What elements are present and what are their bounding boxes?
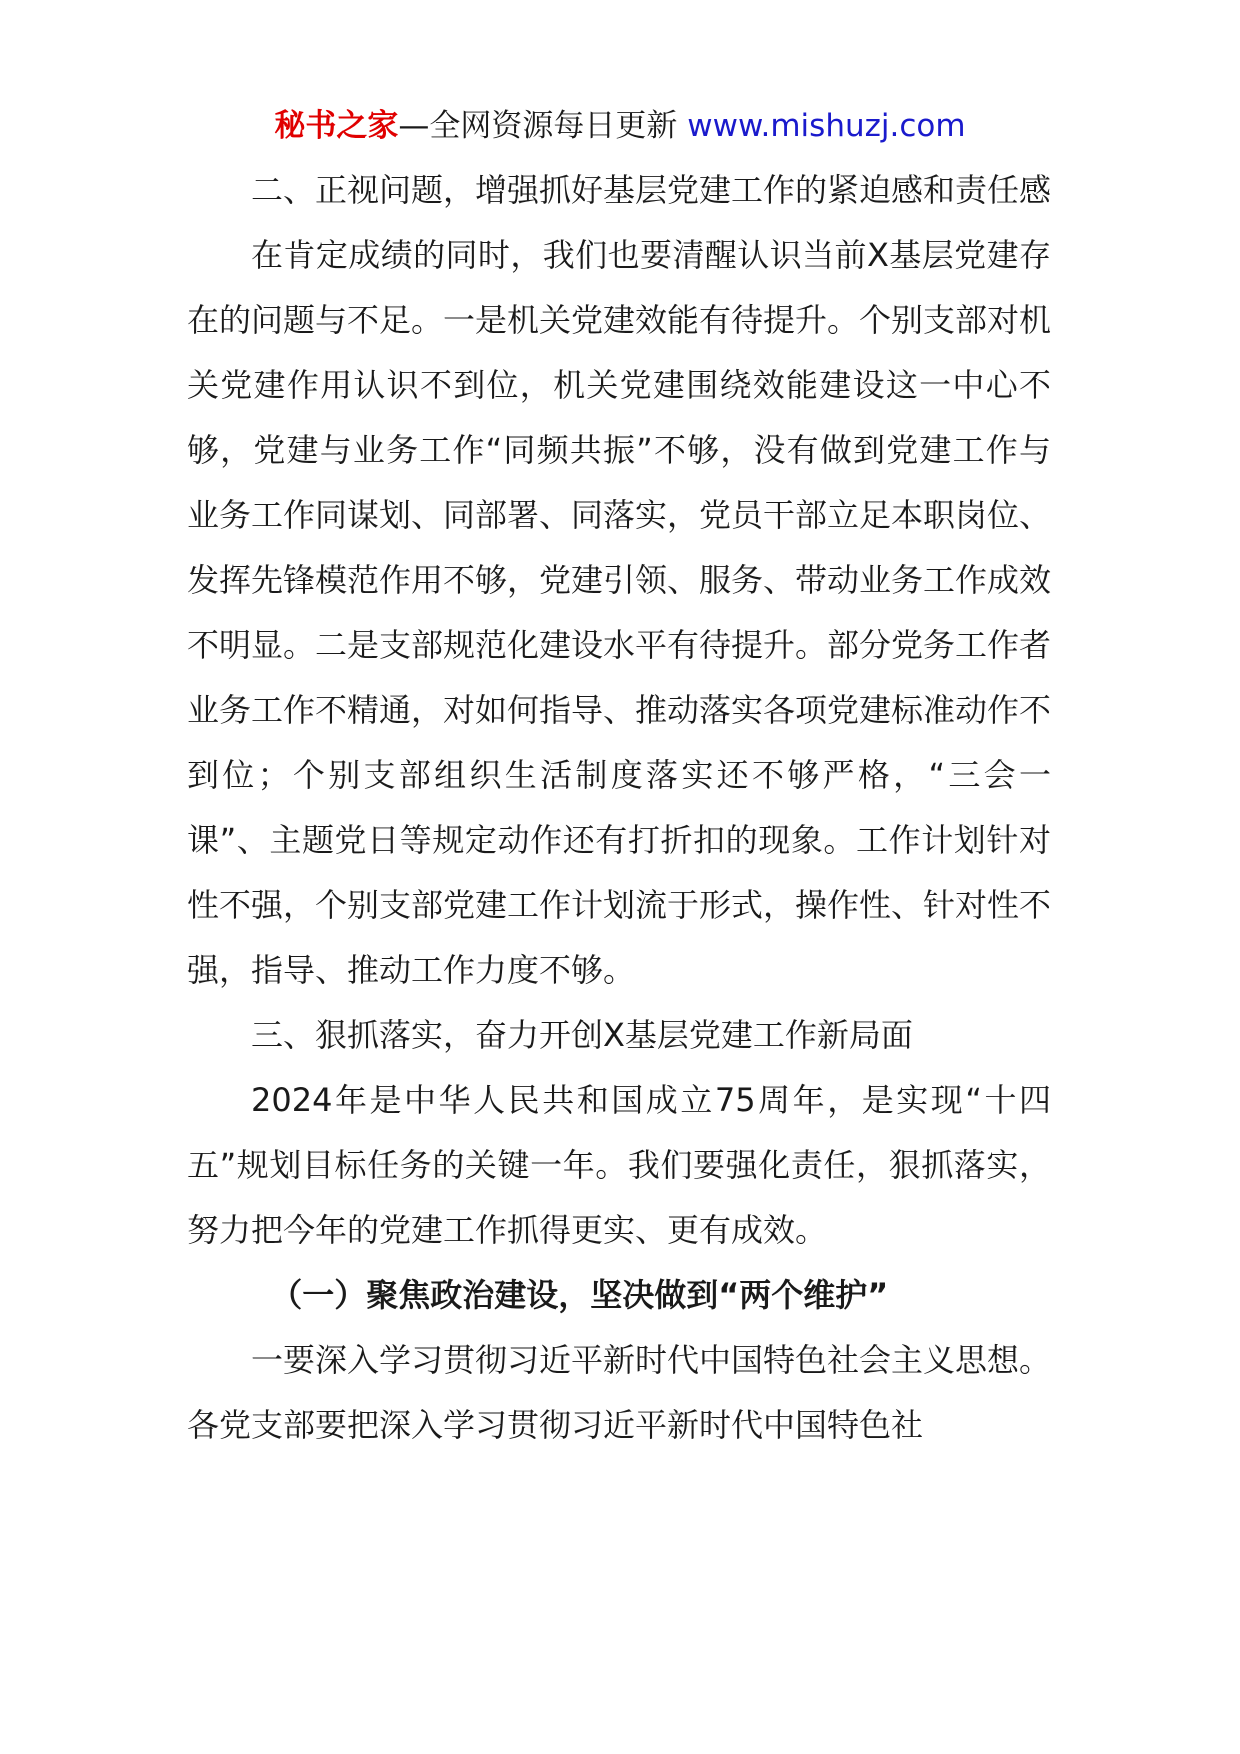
section-heading-three: 三、狠抓落实，奋力开创X基层党建工作新局面 [251,1016,913,1054]
subheading-political-building: （一）聚焦政治建设，坚决做到“两个维护” [270,1276,889,1314]
paragraph-problems: 在肯定成绩的同时，我们也要清醒认识当前X基层党建存在的问题与不足。一是机关党建效能有待提升。个别支部对机关党建作用认识不到位，机关党建围绕效能建设这一中心不够，党建与业务工作“同频共振”不够，没有做到党建工作与业务工作同谋划、同部署、同落实，党员干部立足本职岗位、发挥先锋模范作用不够，党建引领、服务、带动业务工作成效不明显。二是支部规范化建设水平有待提升。部分党务工作者业务工作不精通，对如何指导、推动落实各项党建标准动作不到位；个别支部组织生活制度落实还不够严格，“三会一课”、主题党日等规定动作还有打折扣的现象。工作计划针对性不强，个别支部党建工作计划流于形式，操作性、针对性不强，指导、推动工作力度不够。 [187,236,1052,989]
brand-name: 秘书之家 [274,108,399,144]
header-tagline: —全网资源每日更新 [398,108,678,144]
paragraph-study-thought: 一要深入学习贯彻习近平新时代中国特色社会主义思想。各党支部要把深入学习贯彻习近平新时代中国特色社 [187,1341,1052,1444]
document-body [187,158,1051,1458]
paragraph-2024-intro: 2024年是中华人民共和国成立75周年，是实现“十四五”规划目标任务的关键一年。我们要强化责任，狠抓落实，努力把今年的党建工作抓得更实、更有成效。 [187,1081,1051,1249]
page-header [0,104,1240,148]
section-heading-two: 二、正视问题，增强抓好基层党建工作的紧迫感和责任感 [251,171,1052,209]
site-url: www.mishuzj.com [687,108,966,144]
